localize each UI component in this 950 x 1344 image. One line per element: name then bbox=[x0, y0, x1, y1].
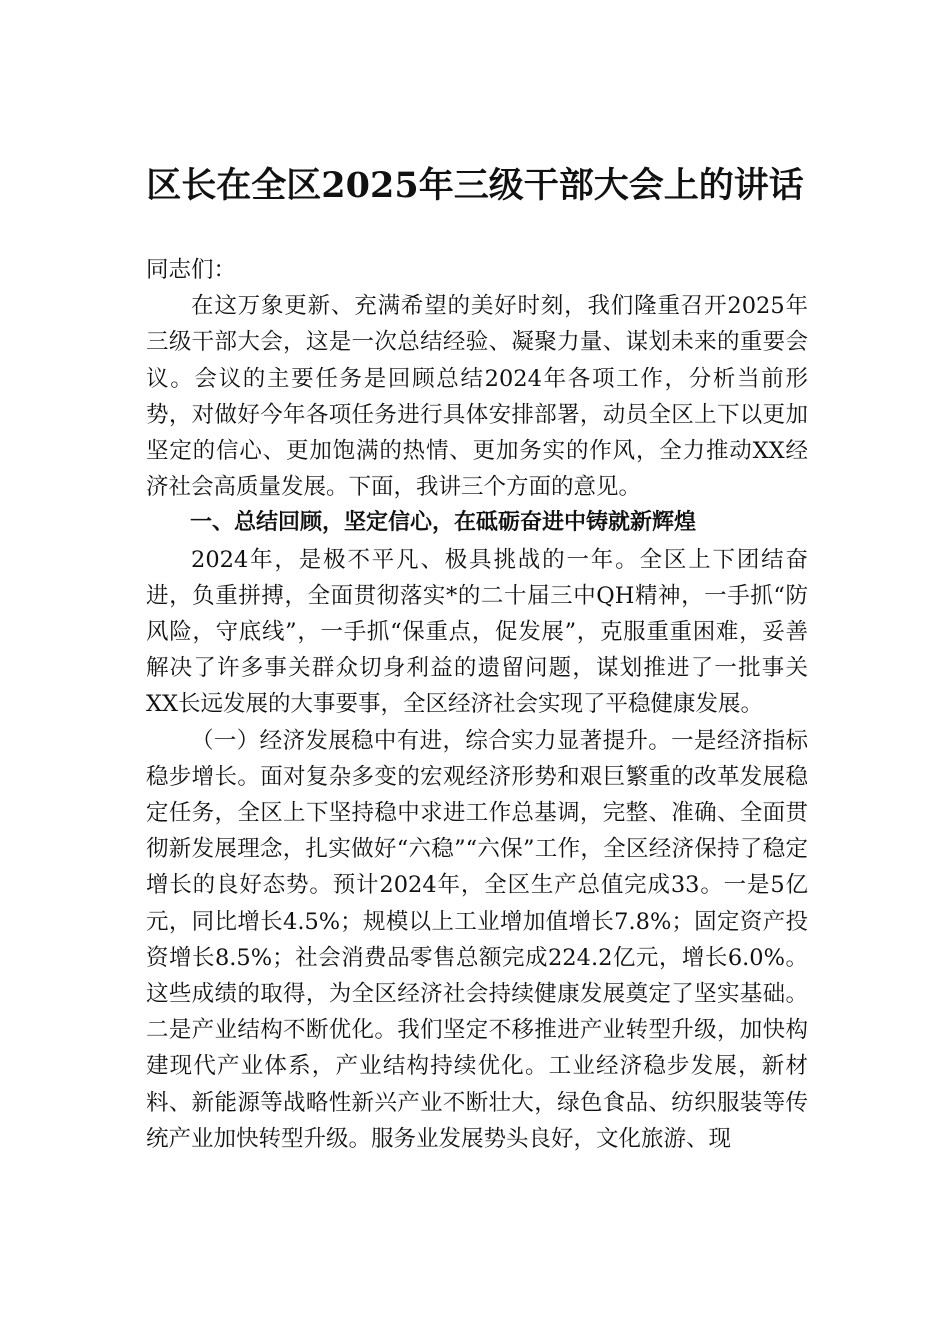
document-title: 区长在全区2025年三级干部大会上的讲话 bbox=[146, 165, 804, 206]
document-body bbox=[146, 252, 808, 1157]
paragraph-economy: （一）经济发展稳中有进，综合实力显著提升。一是经济指标稳步增长。面对复杂多变的宏观经济形势和艰巨繁重的改革发展稳定任务，全区上下坚持稳中求进工作总基调，完整、准确、全面贯彻新发展理念，扎实做好“六稳”“六保”工作，全区经济保持了稳定增长的良好态势。预计2024年，全区生产总值完成33。一是5亿元，同比增长4.5%；规模以上工业增加值增长7.8%；固定资产投资增长8.5%；社会消费品零售总额完成224.2亿元，增长6.0%。这些成绩的取得，为全区经济社会持续健康发展奠定了坚实基础。二是产业结构不断优化。我们坚定不移推进产业转型升级，加快构建现代产业体系，产业结构持续优化。工业经济稳步发展，新材料、新能源等战略性新兴产业不断壮大，绿色食品、纺织服装等传统产业加快转型升级。服务业发展势头良好，文化旅游、现 bbox=[146, 727, 808, 1152]
paragraph-review: 2024年，是极不平凡、极具挑战的一年。全区上下团结奋进，负重拼搏，全面贯彻落实*的二十届三中QH精神，一手抓“防风险，守底线”，一手抓“保重点，促发展”，克服重重困难，妥善解决了许多事关群众切身利益的遗留问题，谋划推进了一批事关XX长远发展的大事要事，全区经济社会实现了平稳健康发展。 bbox=[146, 546, 808, 718]
salutation: 同志们： bbox=[146, 257, 237, 283]
section-heading-1: 一、总结回顾，坚定信心，在砥砺奋进中铸就新辉煌 bbox=[190, 510, 697, 536]
paragraph-intro: 在这万象更新、充满希望的美好时刻，我们隆重召开2025年三级干部大会，这是一次总结经验、凝聚力量、谋划未来的重要会议。会议的主要任务是回顾总结2024年各项工作，分析当前形势，对做好今年各项任务进行具体安排部署，动员全区上下以更加坚定的信心、更加饱满的热情、更加务实的作风，全力推动XX经济社会高质量发展。下面，我讲三个方面的意见。 bbox=[146, 293, 808, 501]
